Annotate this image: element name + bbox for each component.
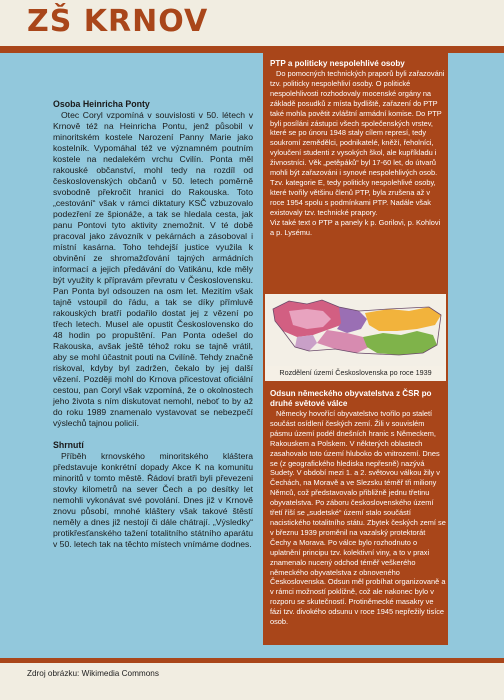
section-heading-summary: Shrnutí [53, 440, 84, 450]
section-text-summary: Příběh krnovského minoritského kláštera představuje konkrétní dopady Akce K na komunitu minoritů v tomto městě. Řádoví bratři byli převezeni stovky kilometrů na sever Čech a po desítky let nemohli vykonávat své povolání. Dnes již v Krnově znovu působí, mnohé kláštery však takové štěstí neměly a dnes již nestojí či dále chátrají. „Výsledky“ protikřesťanského tažení totalitního státního aparátu v 50. letech tak na těchto místech vnímáme dodnes. [53, 451, 253, 549]
top-accent-bar [0, 46, 504, 53]
sidebar-text-odsun: Německy hovořící obyvatelstvo tvořilo po staletí součást osídlení českých zemí. Žili v souvislém pásmu území podél dnešních hranic s Německem, Rakouskem a Polskem. V některých oblastech zasahovalo toto území hluboko do vnitrozemí. Dnes se (z geografického hlediska nepřesně) nazývá Sudety. V období mezi 1. a 2. světovou válkou žily v Čechách, na Moravě a ve Slezsku téměř tři miliony Němců, což představovalo přibližně jednu třetinu obyvatelstva. Po záboru československého území třetí říší se „sudetské“ území stalo součástí nacistického totalitního státu. Zbytek českých zemí se v březnu 1939 proměnil na vazalský protektorát Čechy a Morava. Po válce bylo rozhodnuto o uplatnění principu tzv. kolektivní viny, a to v praxi znamenalo nucený odchod téměř veškerého německého obyvatelstva z obnoveného Československa. Odsun měl probíhat organizovaně a v rámci možností pokližně, což ale nakonec bylo v rozporu se skutečností. Protiněmecké masakry ve fázi tzv. divokého odsunu v roce 1945 nepřežily tisíce osob. [270, 409, 446, 627]
page-title: ZŠ KRNOV [27, 4, 209, 39]
section-heading-ponta: Osoba Heinricha Ponty [53, 99, 150, 109]
sidebar-box-odsun [270, 389, 446, 627]
map-figure [265, 294, 446, 381]
article-column [53, 99, 253, 550]
section-text-ponta: Otec Coryl vzpomíná v souvislosti v 50. létech v Krnově též na Heinricha Pontu, jenž působil v minoritském kostele Narození Panny Marie jako kostelník. Vypomáhal též ve významném poutním kostele na nedalekém vrchu Cvilín. Ponta měl rakouské občanství, mohl tedy na rozdíl od československých občanů v 50. letech poměrně svobodně překročit hranici do Rakouska. Toto „cestování“ však v rámci diktatury KSČ vzbuzovalo podezření ze špionáže, a tak se hledala cesta, jak panu Pontovi tyto aktivity znemožnit. V té době pracoval jako závozník v pekárnách a zásoboval i místní kasárna. Toho tehdejší justice využila k obvinění ze shromažďování tajných armádních informací a jejich předávání do Vatikánu, kde měly být využity k přípravám převratu v Československu. Pan Ponta byl odsouzen na osm let. Mezitím však tajně vstoupil do řádu, a tak se díky přímluvě rakouských bratří podařilo dostat jej z vězení po třech letech. Musel ale opustit Československo do 48 hodin po propuštění. Pan Ponta odešel do Rakouska, avšak ještě téhož roku se tajně vrátil, aby se mohl účastnit pouti na Cvilíně. Tehdy značně riskoval, kdyby byl zadržen, čekalo by jej další vězení. Později mohl do Krnova přicestovat oficiální cestou, pan Coryl však vzpomíná, že o okolnostech jeho života s ním diskutovat nemohl, neboť to by až do roku 1989 znamenalo vystavovat se nebezpečí výslechů tajnou policií. [53, 110, 253, 428]
image-source-credit: Zdroj obrázku: Wikimedia Commons [27, 669, 159, 678]
page-header [0, 0, 504, 46]
bottom-accent-bar [0, 658, 504, 663]
czechoslovakia-map-image [267, 295, 444, 366]
sidebar-heading-odsun: Odsun německého obyvatelstva z ČSR po druhé světové válce [270, 389, 432, 408]
map-caption: Rozdělení území Československa po roce 1939 [279, 368, 432, 377]
sidebar-text-ptp: Do pomocných technických praporů byli zařazováni tzv. politicky nespolehliví osoby. O politické nespolehlivosti rozhodovaly mocenské orgány na základě posudků z místa bydliště, zařazení do PTP také mohla povětit zvláštní armádní komise. Do PTP byli posíláni zástupci všech společenských vrstev, které se po únoru 1948 staly cílem represí, tedy soukromí zemědělci, podnikatelé, kněží, řeholníci, vyloučení studenti z vysokých škol, ale kupříkladu i živnostníci. Věk „petěpáků“ byl 17-60 let, do útvarů mohli být zařazováni i synové nespolehlivých osob. Tzv. kategorie E, tedy politicky nespolehlivé osoby, které tvořily většinu členů PTP, byla zrušena až v roce 1954 spolu s podmínkami PTP. Nadále však existovaly tzv. technické prapory. Viz také text o PTP a panely k p. Gorilovi, p. Kohlovi a p. Lysému. [270, 69, 445, 237]
sidebar-box-ptp [270, 59, 446, 237]
sidebar-heading-ptp: PTP a politicky nespolehlivé osoby [270, 59, 405, 68]
